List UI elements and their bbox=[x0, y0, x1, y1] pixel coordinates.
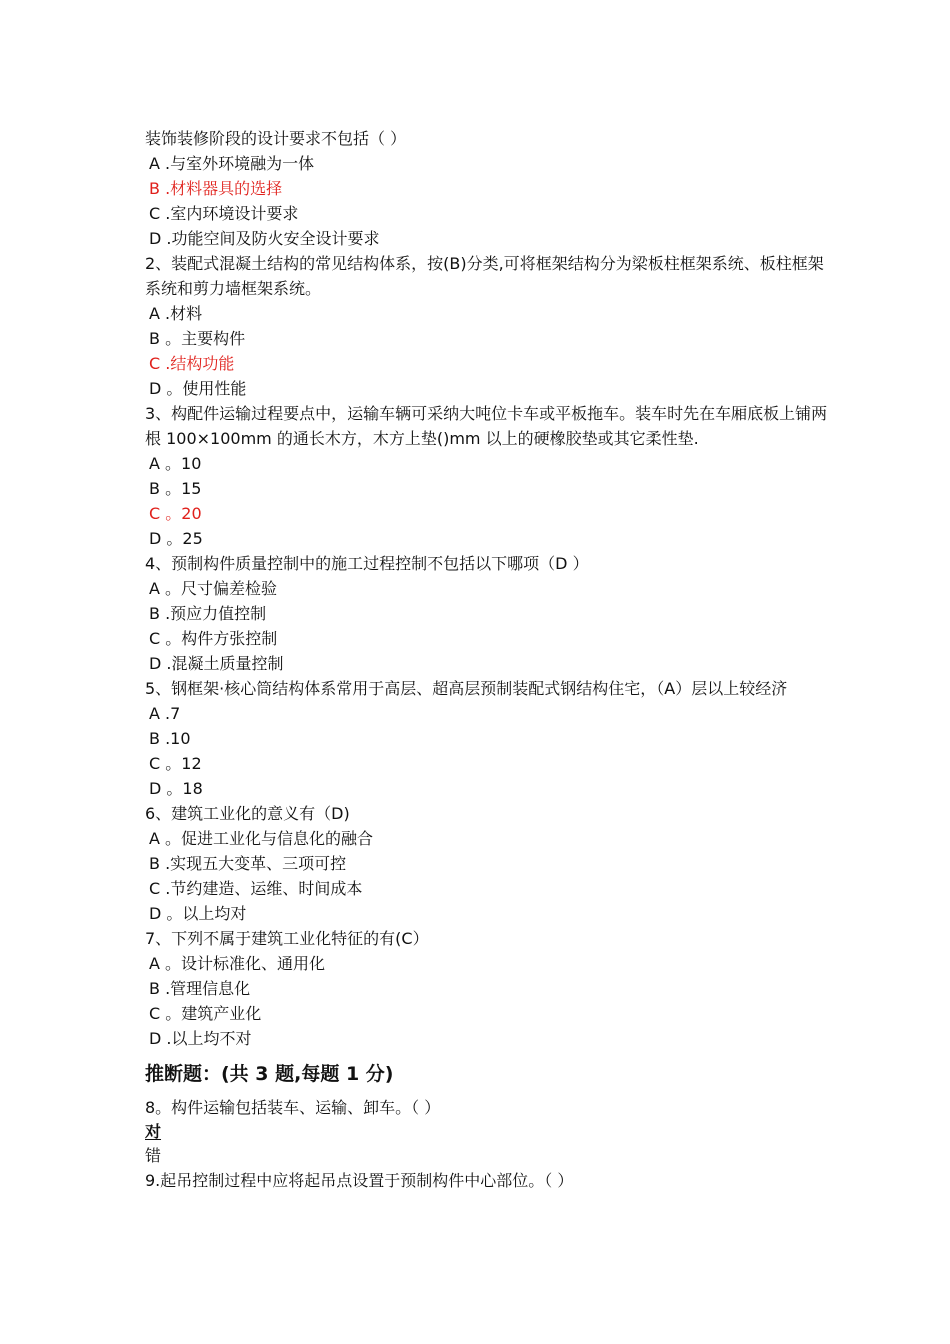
option-d: D .以上均不对 bbox=[149, 1029, 252, 1048]
question-stem: 6、建筑工业化的意义有（D) bbox=[145, 804, 350, 823]
section-title-true-false: 推断题：(共 3 题,每题 1 分) bbox=[145, 1063, 394, 1085]
question-1 bbox=[145, 126, 830, 251]
question-3 bbox=[145, 401, 830, 551]
option-c: C .节约建造、运维、时间成本 bbox=[149, 879, 363, 898]
option-a: A 。设计标准化、通用化 bbox=[149, 954, 326, 973]
option-d: D 。以上均对 bbox=[149, 904, 247, 923]
option-b: B 。15 bbox=[149, 479, 202, 498]
question-5 bbox=[145, 676, 830, 801]
option-d: D 。18 bbox=[149, 779, 203, 798]
option-a: A 。尺寸偏差检验 bbox=[149, 579, 278, 598]
question-6 bbox=[145, 801, 830, 926]
question-7 bbox=[145, 926, 830, 1051]
question-stem: 装饰装修阶段的设计要求不包括（ ） bbox=[145, 129, 407, 148]
question-4 bbox=[145, 551, 830, 676]
option-a: A 。10 bbox=[149, 454, 202, 473]
option-b: B 。主要构件 bbox=[149, 329, 246, 348]
option-d: D .功能空间及防火安全设计要求 bbox=[149, 229, 380, 248]
option-a: A .7 bbox=[149, 704, 181, 723]
option-c: C .室内环境设计要求 bbox=[149, 204, 299, 223]
option-c-correct: C 。20 bbox=[149, 504, 202, 523]
question-stem: 4、预制构件质量控制中的施工过程控制不包括以下哪项（D ） bbox=[145, 554, 589, 573]
tf-question-8 bbox=[145, 1095, 830, 1168]
option-b: B .预应力值控制 bbox=[149, 604, 267, 623]
tf-question-9 bbox=[145, 1168, 830, 1193]
option-a: A .与室外环境融为一体 bbox=[149, 154, 315, 173]
option-d: D .混凝土质量控制 bbox=[149, 654, 284, 673]
option-d: D 。使用性能 bbox=[149, 379, 247, 398]
question-2 bbox=[145, 251, 830, 401]
question-stem: 5、钢框架·核心筒结构体系常用于高层、超高层预制装配式钢结构住宅，（A）层以上较经济 bbox=[145, 679, 788, 698]
option-c: C 。12 bbox=[149, 754, 202, 773]
option-c: C 。构件方张控制 bbox=[149, 629, 278, 648]
question-stem: 3、构配件运输过程要点中，运输车辆可采纳大吨位卡车或平板拖车。装车时先在车厢底板上铺两根 100×100mm 的通长木方，木方上垫()mm 以上的硬橡胶垫或其它柔性垫. bbox=[145, 404, 828, 448]
option-c-correct: C .结构功能 bbox=[149, 354, 235, 373]
option-a: A 。促进工业化与信息化的融合 bbox=[149, 829, 374, 848]
question-stem: 9.起吊控制过程中应将起吊点设置于预制构件中心部位。（ ） bbox=[145, 1171, 574, 1190]
option-b-correct: B .材料器具的选择 bbox=[149, 179, 283, 198]
question-stem: 2、装配式混凝土结构的常见结构体系，按(B)分类,可将框架结构分为梁板柱框架系统、板柱框架系统和剪力墙框架系统。 bbox=[145, 254, 824, 298]
question-stem: 8。构件运输包括装车、运输、卸车。（ ） bbox=[145, 1098, 441, 1117]
option-false: 错 bbox=[145, 1146, 162, 1165]
option-b: B .实现五大变革、三项可控 bbox=[149, 854, 347, 873]
option-b: B .10 bbox=[149, 729, 191, 748]
option-c: C 。建筑产业化 bbox=[149, 1004, 262, 1023]
question-stem: 7、下列不属于建筑工业化特征的有(C） bbox=[145, 929, 429, 948]
option-b: B .管理信息化 bbox=[149, 979, 251, 998]
option-a: A .材料 bbox=[149, 304, 203, 323]
option-true-marked: 对 bbox=[145, 1122, 162, 1141]
option-d: D 。25 bbox=[149, 529, 203, 548]
